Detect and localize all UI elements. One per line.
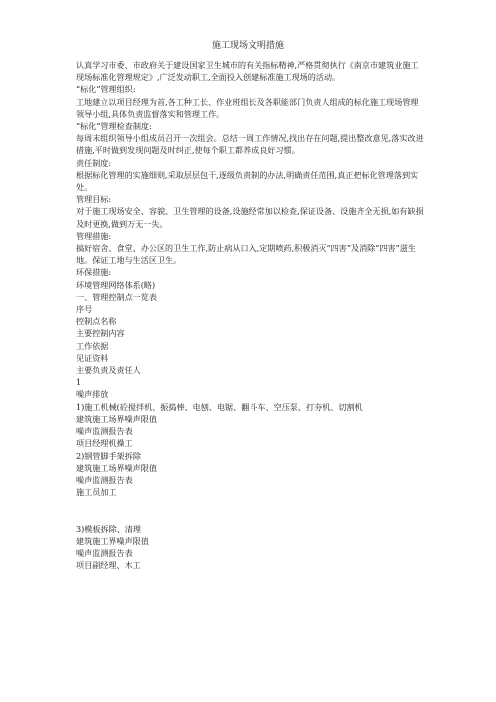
item-scaffold-removal: 2)钢管脚手架拆除 bbox=[76, 450, 141, 461]
paragraph-inspection-system: 每周末组织领导小组成员召开一次组会。总结一周工作情况,找出存在问题,提出整改意见,落实改进措施,平时做到发现问题及时纠正,使每个职工都养成良好习惯。 bbox=[76, 133, 424, 156]
heading-measures: 管理措施: bbox=[76, 230, 112, 241]
heading-control-points: 一、管理控制点一览表 bbox=[76, 291, 157, 302]
heading-inspection-system: “标化”管理检查制度: bbox=[76, 121, 152, 132]
column-work-basis: 工作依据 bbox=[76, 340, 109, 351]
item-responsible-3: 项目副经理、木工 bbox=[76, 560, 141, 571]
paragraph-intro: 认真学习市委、市政府关于建设国家卫生城市的有关指标精神,严格贯彻执行《南京市建筑业施工现场标准化管理规定》,广泛发动职工,全面投入创建标准施工现场的活动。 bbox=[76, 60, 419, 83]
item-responsible-2: 施工员加工 bbox=[76, 487, 117, 498]
paragraph-goals: 对于施工现场安全、容貌、卫生管理的设备,设施经常加以检查,保证设备、设施齐全无损,如有缺损及时更换,做到万无一失。 bbox=[76, 206, 424, 229]
heading-management-org: “标化”管理组织: bbox=[76, 84, 136, 95]
item-formwork-removal: 3)模板拆除、清理 bbox=[76, 523, 141, 534]
item-noise-report-3: 噪声监测报告表 bbox=[76, 548, 133, 559]
paragraph-measures: 搞好宿舍、食堂、办公区的卫生工作,防止病从口入,定期喷药,积极消灭“四害”及消除“四害”滋生地。保证工地与生活区卫生。 bbox=[76, 243, 416, 266]
heading-environment: 环保措施: bbox=[76, 267, 112, 278]
heading-responsibility: 责任制度: bbox=[76, 157, 112, 168]
column-evidence: 见证资料 bbox=[76, 352, 109, 363]
column-control-point: 控制点名称 bbox=[76, 316, 117, 327]
column-serial: 序号 bbox=[76, 304, 93, 315]
heading-goals: 管理目标: bbox=[76, 194, 112, 205]
item-noise-limit-3: 建筑施工界噪声限值 bbox=[76, 535, 149, 546]
paragraph-management-org: 工地建立以项目经理为首,各工种工长、作业班组长及各职能部门负责人组成的标化施工现场管理领导小组,具体负责监督落实和管理工作。 bbox=[76, 96, 419, 119]
item-noise-limit-1: 建筑施工场界噪声限值 bbox=[76, 413, 157, 424]
line-environment-network: 环境管理网络体系(略) bbox=[76, 279, 156, 290]
item-noise-report-2: 噪声监测报告表 bbox=[76, 474, 133, 485]
item-noise-report-1: 噪声监测报告表 bbox=[76, 426, 133, 437]
row-number-1: 1 bbox=[76, 377, 82, 388]
item-noise-limit-2: 建筑施工场界噪声限值 bbox=[76, 462, 157, 473]
column-responsible: 主要负责及责任人 bbox=[76, 365, 141, 376]
document-body bbox=[76, 59, 426, 572]
item-responsible-1: 项目经理机操工 bbox=[76, 438, 133, 449]
blank-space bbox=[76, 498, 426, 522]
row-noise-emission: 噪声排放 bbox=[76, 389, 109, 400]
document-title: 施工现场文明措施 bbox=[211, 41, 284, 51]
item-machinery: 1)施工机械(砼搅拌机、振捣棒、电刨、电锯、翻斗车、空压泵、打夯机、切割机 bbox=[76, 401, 363, 412]
column-main-content: 主要控制内容 bbox=[76, 328, 125, 339]
paragraph-responsibility: 根据标化管理的实施细则,采取层层包干,逐级负责制的办法,明确责任范围,真正把标化管理落到实处。 bbox=[76, 169, 419, 193]
